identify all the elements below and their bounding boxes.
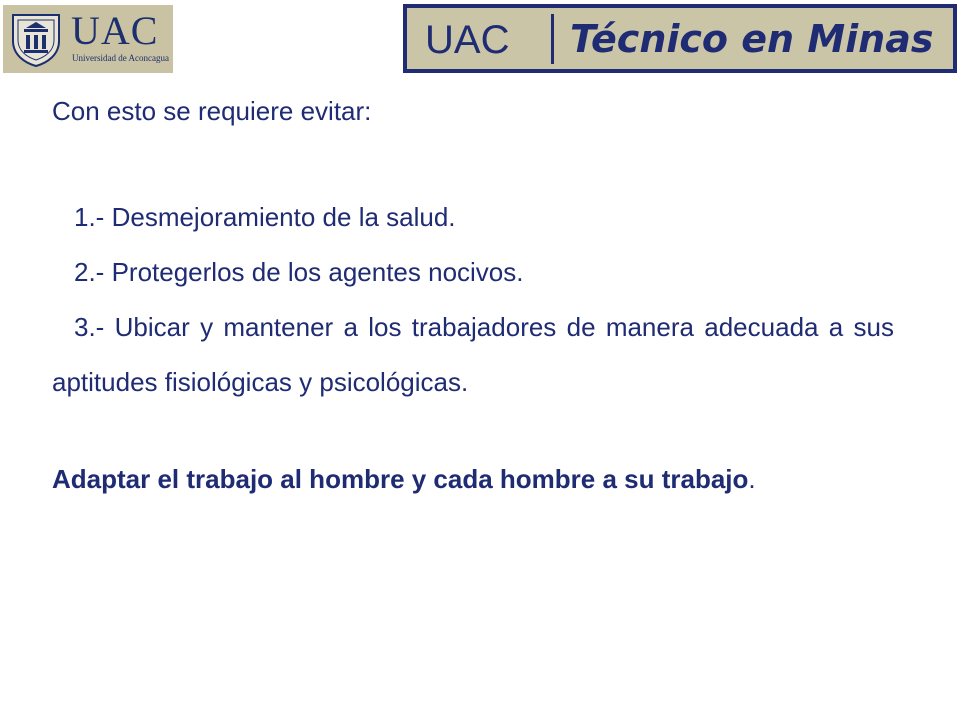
list-item xyxy=(52,190,894,245)
course-banner xyxy=(403,4,957,73)
intro-text: Con esto se requiere evitar: xyxy=(52,96,372,126)
item-number: 3.- xyxy=(74,312,105,342)
slide-content xyxy=(52,86,894,508)
conclusion-text xyxy=(52,451,894,508)
item-text: Ubicar y mantener a los trabajadores de manera adecuada a sus aptitudes fisiológicas y psicológicas. xyxy=(52,312,894,397)
logo-subtitle: Universidad de Aconcagua xyxy=(72,53,169,63)
spacer xyxy=(52,136,894,190)
item-number: 1.- xyxy=(74,202,105,232)
item-number: 2.- xyxy=(74,257,105,287)
list-item xyxy=(52,245,894,300)
university-seal-icon xyxy=(9,11,63,67)
item-text: Desmejoramiento de la salud. xyxy=(111,202,456,232)
list-item xyxy=(52,300,894,410)
banner-prefix: UAC xyxy=(425,18,510,62)
item-text: Protegerlos de los agentes nocivos. xyxy=(111,257,524,287)
conclusion-end: . xyxy=(748,464,756,494)
logo-text: UAC xyxy=(71,8,159,53)
spacer xyxy=(52,410,894,451)
banner-title: Técnico en Minas xyxy=(570,17,934,61)
university-logo xyxy=(3,5,173,73)
conclusion-bold: Adaptar el trabajo al hombre y cada hombre a su trabajo xyxy=(52,464,749,494)
banner-divider xyxy=(551,14,554,64)
banner-panel xyxy=(407,8,953,69)
